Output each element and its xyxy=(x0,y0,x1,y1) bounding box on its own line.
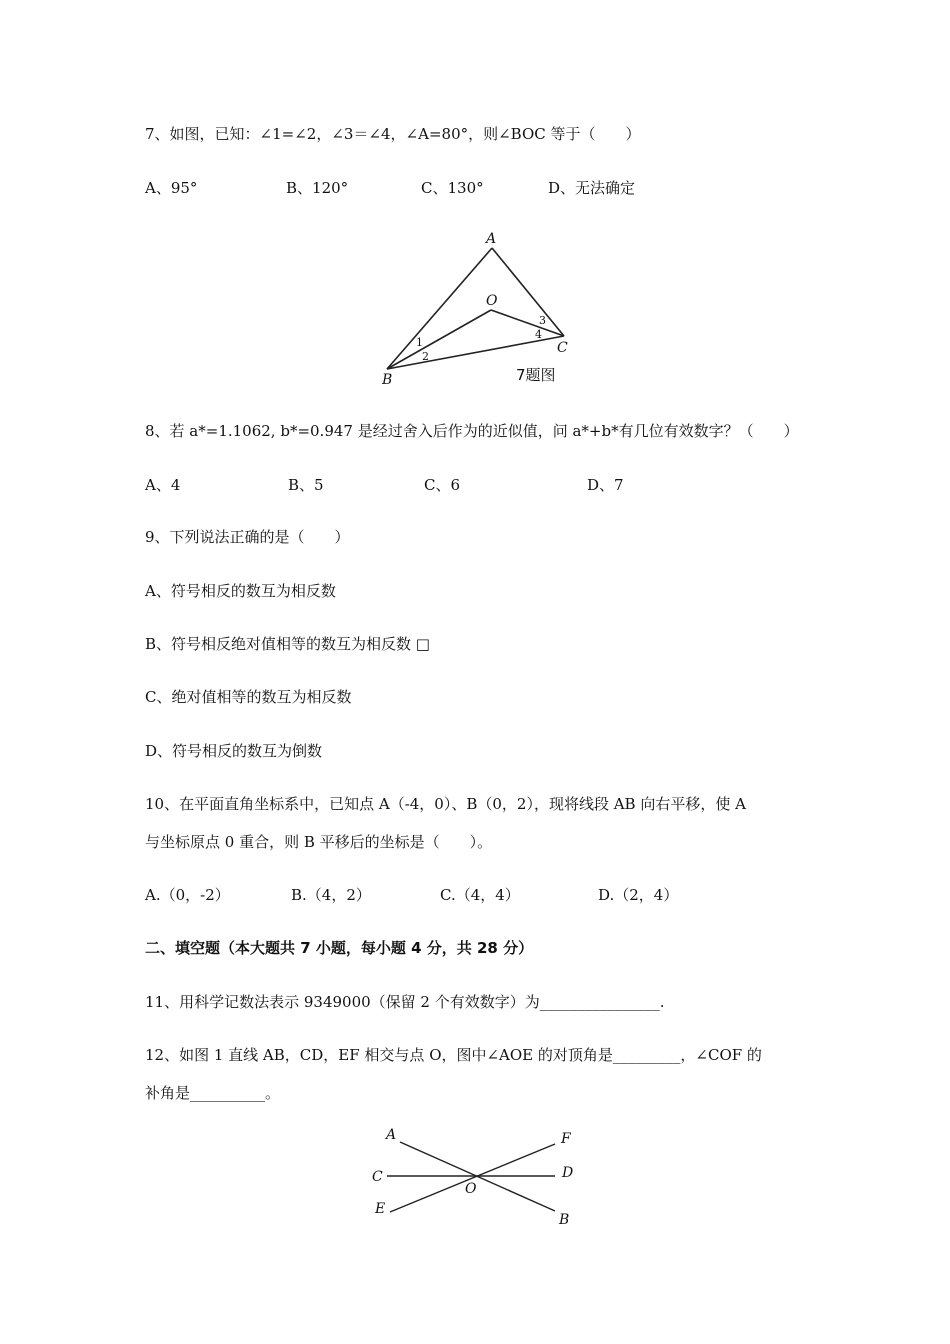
q7-option-c: C、130° xyxy=(421,179,484,197)
q9-option-b: B、符号相反绝对值相等的数互为相反数 □ xyxy=(145,635,430,653)
angle-1-label: 1 xyxy=(416,336,423,349)
q8-option-b: B、5 xyxy=(288,476,324,494)
angle-3-label: 3 xyxy=(539,314,546,327)
segment-ab xyxy=(387,248,492,369)
section-heading: 二、填空题（本大题共 7 小题，每小题 4 分，共 28 分） xyxy=(145,939,534,957)
figure-caption: 7题图 xyxy=(516,366,556,384)
q10-option-d: D.（2，4） xyxy=(598,886,679,904)
q10-option-c: C.（4，4） xyxy=(440,886,520,904)
q10-option-b: B.（4，2） xyxy=(291,886,371,904)
q8-option-c: C、6 xyxy=(424,476,461,494)
label-f: F xyxy=(561,1131,571,1147)
label-b: B xyxy=(382,372,393,388)
label-c: C xyxy=(557,340,568,356)
q11-stem: 11、用科学记数法表示 9349000（保留 2 个有效数字）为________________. xyxy=(145,993,665,1011)
label-e: E xyxy=(375,1201,386,1217)
q8-option-d: D、7 xyxy=(587,476,624,494)
q8-stem: 8、若 a*=1.1062, b*=0.947 是经过舍入后作为的近似值，问 a*+b*有几位有效数字？（ ） xyxy=(145,422,799,440)
q7-option-b: B、120° xyxy=(286,179,349,197)
line-ef xyxy=(390,1144,555,1212)
q9-stem: 9、下列说法正确的是（ ） xyxy=(145,528,350,546)
label-a: A xyxy=(386,1127,397,1143)
q8-option-a: A、4 xyxy=(145,476,181,494)
q7-triangle-figure xyxy=(370,228,590,390)
label-o: O xyxy=(486,293,498,309)
q7-option-d: D、无法确定 xyxy=(548,179,636,197)
segment-bo xyxy=(387,310,491,369)
q10-stem-line2: 与坐标原点 0 重合，则 B 平移后的坐标是（ ）。 xyxy=(145,833,493,851)
angle-4-label: 4 xyxy=(535,328,542,341)
label-b: B xyxy=(559,1212,570,1228)
q12-stem-line1: 12、如图 1 直线 AB，CD，EF 相交与点 O，图中∠AOE 的对顶角是_________，∠COF 的 xyxy=(145,1046,762,1064)
label-a: A xyxy=(486,231,497,247)
label-o: O xyxy=(465,1181,477,1197)
label-c: C xyxy=(372,1169,383,1185)
label-d: D xyxy=(562,1165,574,1181)
q12-intersecting-lines-figure xyxy=(365,1120,595,1230)
q10-option-a: A.（0，-2） xyxy=(145,886,230,904)
q9-option-c: C、绝对值相等的数互为相反数 xyxy=(145,688,352,706)
q12-stem-line2: 补角是__________。 xyxy=(145,1084,281,1102)
q7-option-a: A、95° xyxy=(145,179,198,197)
q7-stem: 7、如图，已知：∠1=∠2，∠3＝∠4，∠A=80°，则∠BOC 等于（ ） xyxy=(145,125,641,143)
angle-2-label: 2 xyxy=(422,350,429,363)
q9-option-a: A、符号相反的数互为相反数 xyxy=(145,582,336,600)
q9-option-d: D、符号相反的数互为倒数 xyxy=(145,742,323,760)
q10-stem-line1: 10、在平面直角坐标系中，已知点 A（-4，0）、B（0，2），现将线段 AB 向右平移，使 A xyxy=(145,795,746,813)
